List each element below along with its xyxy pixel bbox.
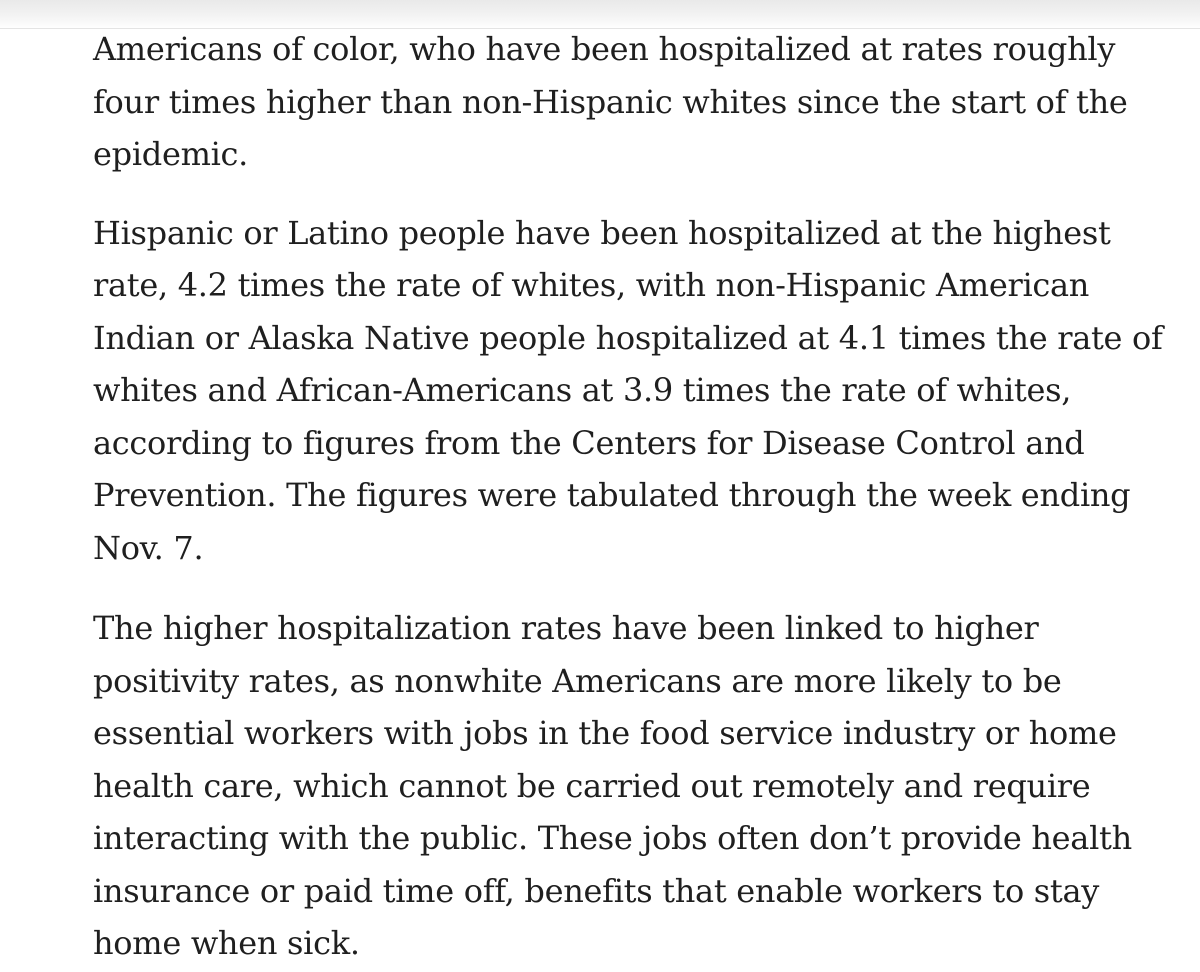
paragraph-line: Nov. 7. (93, 528, 204, 567)
article-body (93, 23, 1163, 970)
paragraph-line: interacting with the public. These jobs often don’t provide health (93, 819, 1132, 857)
paragraph-line: Hispanic or Latino people have been hospitalized at the highest (93, 213, 1111, 252)
paragraph-line: according to figures from the Centers for Disease Control and (93, 423, 1085, 462)
paragraph-line: Indian or Alaska Native people hospitalized at 4.1 times the rate of (93, 318, 1163, 357)
paragraph-line: Americans of color, who have been hospitalized at rates roughly (93, 30, 1116, 68)
paragraph-line: rate, 4.2 times the rate of whites, with non-Hispanic American (93, 266, 1090, 304)
article-paragraph (93, 23, 1153, 181)
paragraph-line: Prevention. The figures were tabulated through the week ending (93, 476, 1131, 514)
paragraph-line: essential workers with jobs in the food service industry or home (93, 714, 1117, 752)
paragraph-line: health care, which cannot be carried out remotely and require (93, 766, 1091, 805)
paragraph-line: home when sick. (93, 924, 360, 962)
paragraph-line: epidemic. (93, 135, 249, 173)
paragraph-line: whites and African-Americans at 3.9 times the rate of whites, (93, 371, 1072, 409)
paragraph-line: The higher hospitalization rates have been linked to higher (93, 609, 1039, 647)
paragraph-line: four times higher than non-Hispanic whites since the start of the (93, 82, 1128, 121)
article-paragraph (93, 207, 1163, 575)
article-paragraph (93, 602, 1153, 970)
paragraph-line: insurance or paid time off, benefits that enable workers to stay (93, 871, 1100, 910)
paragraph-line: positivity rates, as nonwhite Americans are more likely to be (93, 661, 1062, 700)
